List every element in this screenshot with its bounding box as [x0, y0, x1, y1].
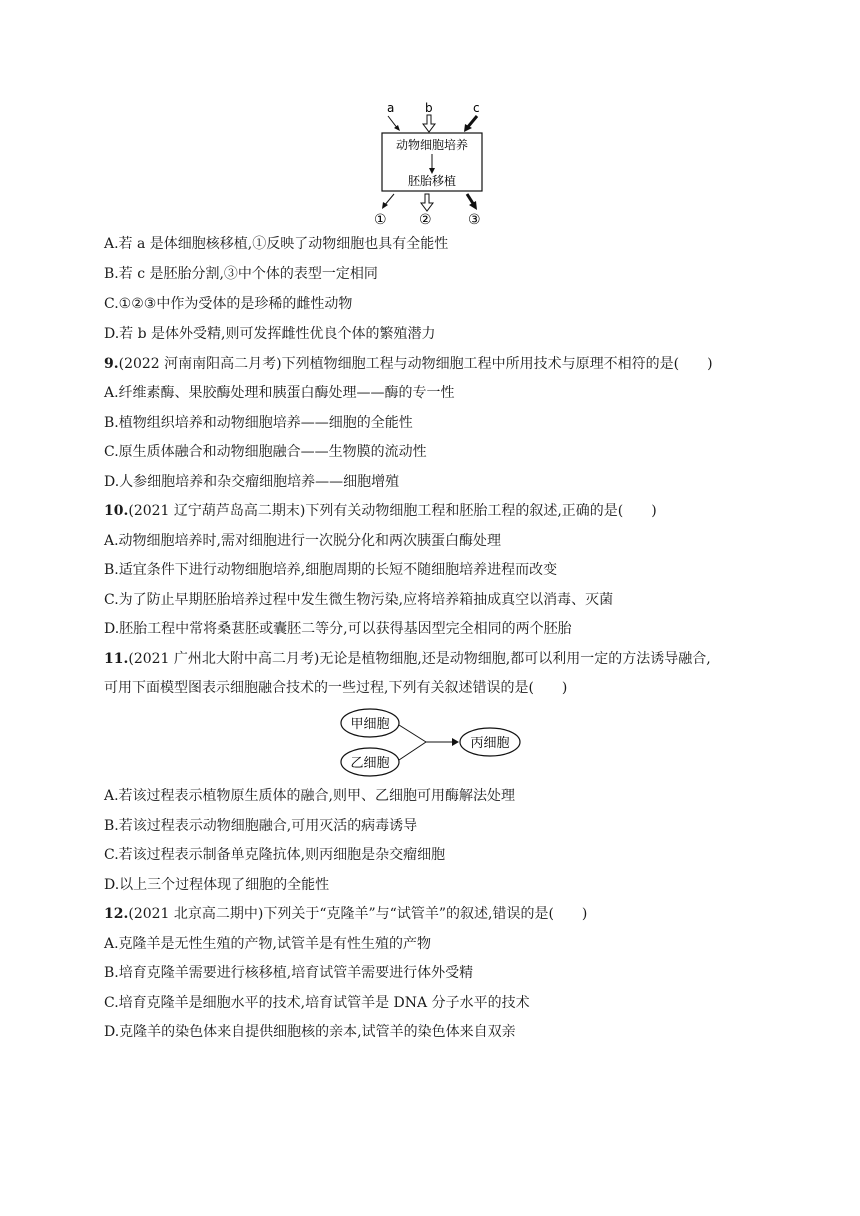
q10-stem-text: (2021 辽宁葫芦岛高二期末)下列有关动物细胞工程和胚胎工程的叙述,正确的是( )	[128, 503, 657, 519]
label-c: c	[473, 101, 480, 115]
q8-option-a: A.若 a 是体细胞核移植,①反映了动物细胞也具有全能性	[104, 236, 449, 252]
q11-stem-text: (2021 广州北大附中高二月考)无论是植物细胞,还是动物细胞,都可以利用一定的方法诱导融合,	[128, 651, 711, 667]
output-2: ②	[419, 212, 432, 228]
q11-stem-line2: 可用下面模型图表示细胞融合技术的一些过程,下列有关叙述错误的是( )	[104, 680, 568, 696]
q8-option-c: C.①②③中作为受体的是珍稀的雌性动物	[104, 296, 353, 312]
q9-option-d: D.人参细胞培养和杂交瘤细胞培养——细胞增殖	[104, 474, 400, 490]
q12-option-d: D.克隆羊的染色体来自提供细胞核的亲本,试管羊的染色体来自双亲	[104, 1024, 516, 1040]
q10-option-c: C.为了防止早期胚胎培养过程中发生微生物污染,应将培养箱抽成真空以消毒、灭菌	[104, 592, 614, 608]
q12-stem-text: (2021 北京高二期中)下列关于“克隆羊”与“试管羊”的叙述,错误的是( )	[128, 906, 588, 922]
q12-option-b: B.培育克隆羊需要进行核移植,培育试管羊需要进行体外受精	[104, 965, 474, 981]
q9-option-c: C.原生质体融合和动物细胞融合——生物膜的流动性	[104, 444, 427, 460]
q10-number: 10.	[104, 503, 129, 519]
box-bottom-text: 胚胎移植	[407, 174, 457, 188]
q9-stem	[104, 354, 713, 374]
q9-number: 9.	[104, 356, 119, 372]
q8-option-d: D.若 b 是体外受精,则可发挥雌性优良个体的繁殖潜力	[104, 326, 436, 342]
q10-option-b: B.适宜条件下进行动物细胞培养,细胞周期的长短不随细胞培养进程而改变	[104, 562, 558, 578]
cell-yi: 乙细胞	[350, 756, 390, 771]
q9-option-a: A.纤维素酶、果胶酶处理和胰蛋白酶处理——酶的专一性	[104, 385, 455, 401]
cell-bing: 丙细胞	[470, 736, 510, 751]
q11-option-d: D.以上三个过程体现了细胞的全能性	[104, 877, 330, 893]
q12-option-c: C.培育克隆羊是细胞水平的技术,培育试管羊是 DNA 分子水平的技术	[104, 995, 530, 1011]
q11-stem-line1	[104, 649, 711, 669]
q12-option-a: A.克隆羊是无性生殖的产物,试管羊是有性生殖的产物	[104, 936, 432, 952]
label-b: b	[425, 101, 433, 115]
q10-option-a: A.动物细胞培养时,需对细胞进行一次脱分化和两次胰蛋白酶处理	[104, 533, 502, 549]
q11-option-c: C.若该过程表示制备单克隆抗体,则丙细胞是杂交瘤细胞	[104, 847, 446, 863]
q9-stem-text: (2022 河南南阳高二月考)下列植物细胞工程与动物细胞工程中所用技术与原理不相符的是( )	[118, 356, 713, 372]
box-top-text: 动物细胞培养	[395, 138, 469, 152]
q12-stem	[104, 904, 587, 924]
q8-option-b: B.若 c 是胚胎分割,③中个体的表型一定相同	[104, 266, 378, 282]
label-a: a	[387, 101, 395, 115]
q10-option-d: D.胚胎工程中常将桑葚胚或囊胚二等分,可以获得基因型完全相同的两个胚胎	[104, 621, 572, 637]
q12-number: 12.	[104, 906, 129, 922]
output-3: ③	[468, 212, 481, 228]
q11-option-b: B.若该过程表示动物细胞融合,可用灭活的病毒诱导	[104, 818, 418, 834]
cell-fusion-diagram	[338, 706, 538, 778]
q11-number: 11.	[104, 651, 129, 667]
output-1: ①	[374, 212, 387, 228]
embryo-engineering-diagram	[370, 100, 500, 232]
q11-option-a: A.若该过程表示植物原生质体的融合,则甲、乙细胞可用酶解法处理	[104, 788, 516, 804]
q9-option-b: B.植物组织培养和动物细胞培养——细胞的全能性	[104, 415, 413, 431]
q10-stem	[104, 501, 657, 521]
cell-jia: 甲细胞	[350, 717, 390, 732]
